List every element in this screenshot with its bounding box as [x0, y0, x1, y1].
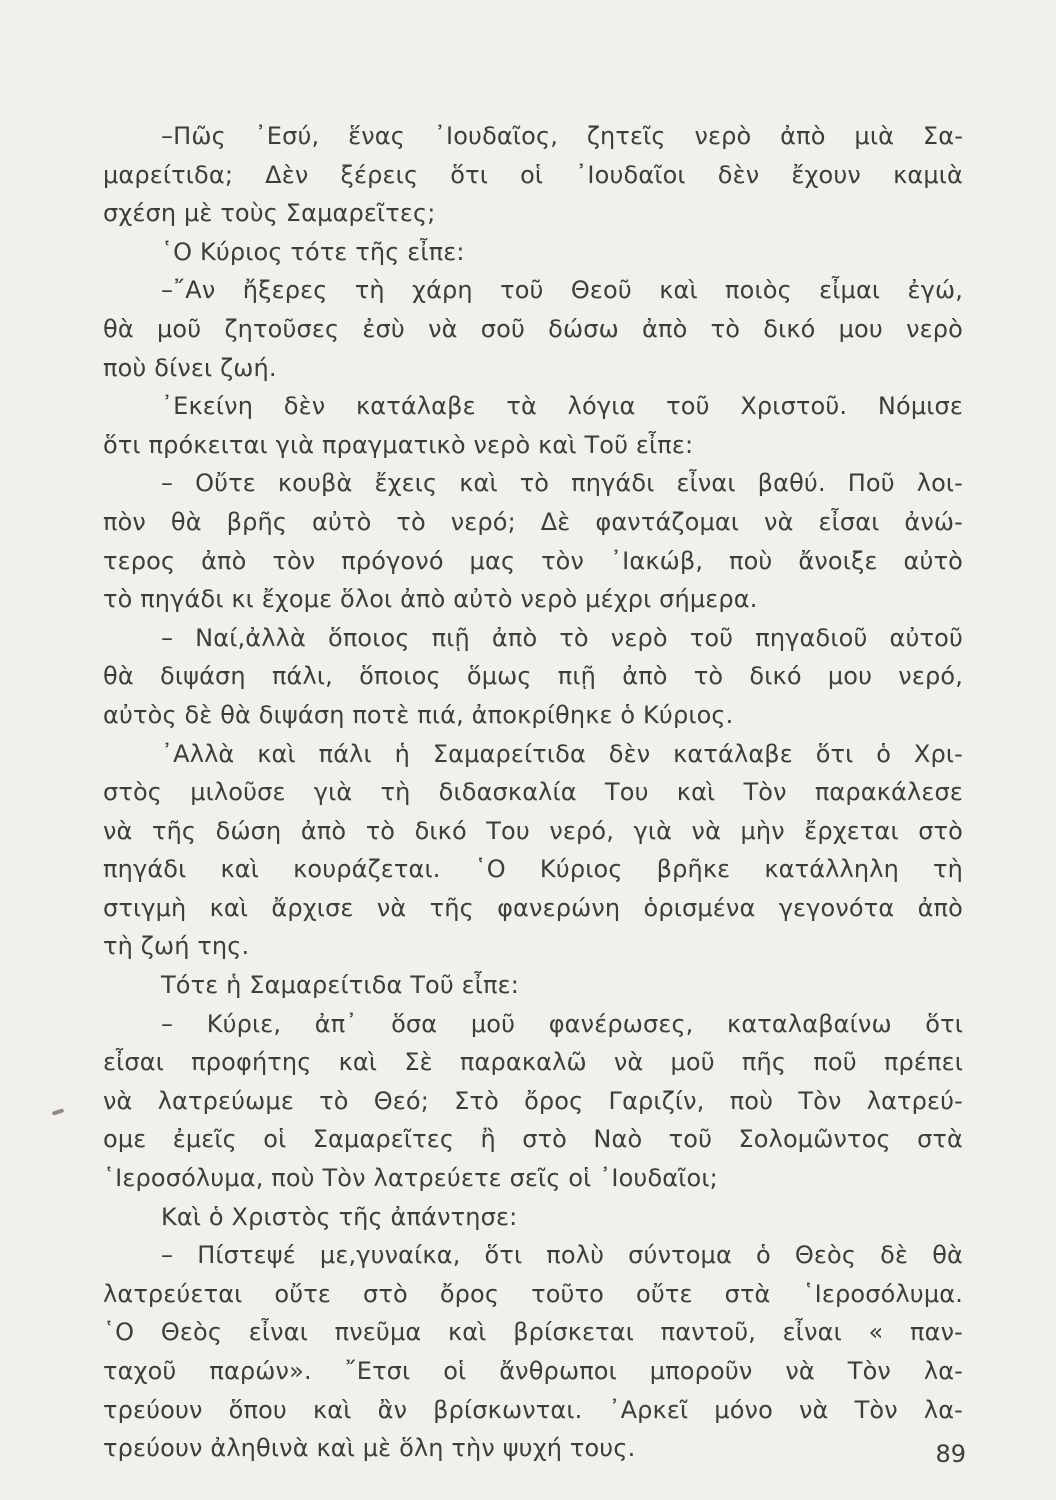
- text-line: τὴ ζωή της.: [103, 932, 250, 961]
- text-line: Τότε ἡ Σαμαρείτιδα Τοῦ εἶπε:: [161, 971, 520, 1000]
- text-line: τὸ πηγάδι κι ἔχομε ὅλοι ἀπὸ αὐτὸ νερὸ μέχρι σήμερα.: [103, 585, 758, 614]
- text-line: ποὺ δίνει ζωή.: [103, 353, 277, 382]
- text-line: ῾Ο Κύριος τότε τῆς εἶπε:: [161, 237, 465, 266]
- text-line: ῾Ιεροσόλυμα, ποὺ Τὸν λατρεύετε σεῖς οἱ ᾿Ιουδαῖοι;: [103, 1164, 718, 1193]
- text-line: λατρεύεται οὔτε στὸ ὄρος τοῦτο οὔτε στὰ ῾Ιεροσόλυμα.: [103, 1279, 963, 1308]
- text-line: –Πῶς ᾿Εσύ, ἕνας ᾿Ιουδαῖος, ζητεῖς νερὸ ἀπὸ μιὰ Σα-: [161, 122, 963, 150]
- text-line: ᾿Αλλὰ καὶ πάλι ἡ Σαμαρείτιδα δὲν κατάλαβε ὅτι ὁ Χρι-: [161, 739, 963, 768]
- text-line: ῾Ο Θεὸς εἶναι πνεῦμα καὶ βρίσκεται παντοῦ, εἶναι « παν-: [103, 1318, 963, 1347]
- text-line: ταχοῦ παρών». ῎Ετσι οἱ ἄνθρωποι μποροῦν νὰ Τὸν λα-: [103, 1357, 963, 1385]
- text-line: νὰ λατρεύωμε τὸ Θεό; Στὸ ὄρος Γαριζίν, ποὺ Τὸν λατρεύ-: [103, 1086, 963, 1115]
- text-line: πηγάδι καὶ κουράζεται. ῾Ο Κύριος βρῆκε κατάλληλη τὴ: [103, 855, 963, 884]
- body-text: [103, 117, 963, 1468]
- text-line: μαρείτιδα; Δὲν ξέρεις ὅτι οἱ ᾿Ιουδαῖοι δὲν ἔχουν καμιὰ: [103, 160, 963, 189]
- text-line: Καὶ ὁ Χριστὸς τῆς ἀπάντησε:: [161, 1202, 518, 1231]
- text-line: ὅτι πρόκειται γιὰ πραγματικὸ νερὸ καὶ Τοῦ εἶπε:: [103, 430, 694, 459]
- text-line: τερος ἀπὸ τὸν πρόγονό μας τὸν ᾿Ιακώβ, ποὺ ἄνοιξε αὐτὸ: [103, 546, 963, 575]
- page-number: 89: [935, 1440, 966, 1468]
- text-line: εἶσαι προφήτης καὶ Σὲ παρακαλῶ νὰ μοῦ πῆς ποῦ πρέπει: [103, 1048, 963, 1077]
- text-line: – Κύριε, ἀπ᾿ ὅσα μοῦ φανέρωσες, καταλαβαίνω ὅτι: [161, 1009, 963, 1038]
- text-line: στὸς μιλοῦσε γιὰ τὴ διδασκαλία Του καὶ Τὸν παρακάλεσε: [103, 778, 963, 807]
- ink-mark: [52, 1108, 65, 1116]
- text-line: ομε ἐμεῖς οἱ Σαμαρεῖτες ἢ στὸ Ναὸ τοῦ Σολομῶντος στὰ: [103, 1125, 963, 1154]
- text-line: τρεύουν ἀληθινὰ καὶ μὲ ὅλη τὴν ψυχή τους.: [103, 1434, 636, 1463]
- text-line: αὐτὸς δὲ θὰ διψάση ποτὲ πιά, ἀποκρίθηκε ὁ Κύριος.: [103, 700, 734, 729]
- text-line: ᾿Εκείνη δὲν κατάλαβε τὰ λόγια τοῦ Χριστοῦ. Νόμισε: [161, 392, 963, 421]
- text-line: –῎Αν ἤξερες τὴ χάρη τοῦ Θεοῦ καὶ ποιὸς εἶμαι ἐγώ,: [161, 276, 963, 305]
- text-line: θὰ μοῦ ζητοῦσες ἐσὺ νὰ σοῦ δώσω ἀπὸ τὸ δικό μου νερὸ: [103, 314, 963, 343]
- text-line: σχέση μὲ τοὺς Σαμαρεῖτες;: [103, 199, 436, 228]
- text-line: – Ναί,ἀλλὰ ὅποιος πιῇ ἀπὸ τὸ νερὸ τοῦ πηγαδιοῦ αὐτοῦ: [161, 623, 963, 652]
- text-line: νὰ τῆς δώση ἀπὸ τὸ δικό Του νερό, γιὰ νὰ μὴν ἔρχεται στὸ: [103, 816, 963, 845]
- text-line: – Οὔτε κουβὰ ἔχεις καὶ τὸ πηγάδι εἶναι βαθύ. Ποῦ λοι-: [161, 469, 963, 498]
- text-line: στιγμὴ καὶ ἄρχισε νὰ τῆς φανερώνη ὁρισμένα γεγονότα ἀπὸ: [103, 893, 963, 922]
- text-line: τρεύουν ὅπου καὶ ἂν βρίσκωνται. ᾿Αρκεῖ μόνο νὰ Τὸν λα-: [103, 1395, 963, 1424]
- text-line: πὸν θὰ βρῆς αὐτὸ τὸ νερό; Δὲ φαντάζομαι νὰ εἶσαι ἀνώ-: [103, 507, 963, 536]
- text-line: θὰ διψάση πάλι, ὅποιος ὅμως πιῇ ἀπὸ τὸ δικό μου νερό,: [103, 662, 963, 691]
- text-line: – Πίστεψέ με,γυναίκα, ὅτι πολὺ σύντομα ὁ Θεὸς δὲ θὰ: [161, 1241, 963, 1270]
